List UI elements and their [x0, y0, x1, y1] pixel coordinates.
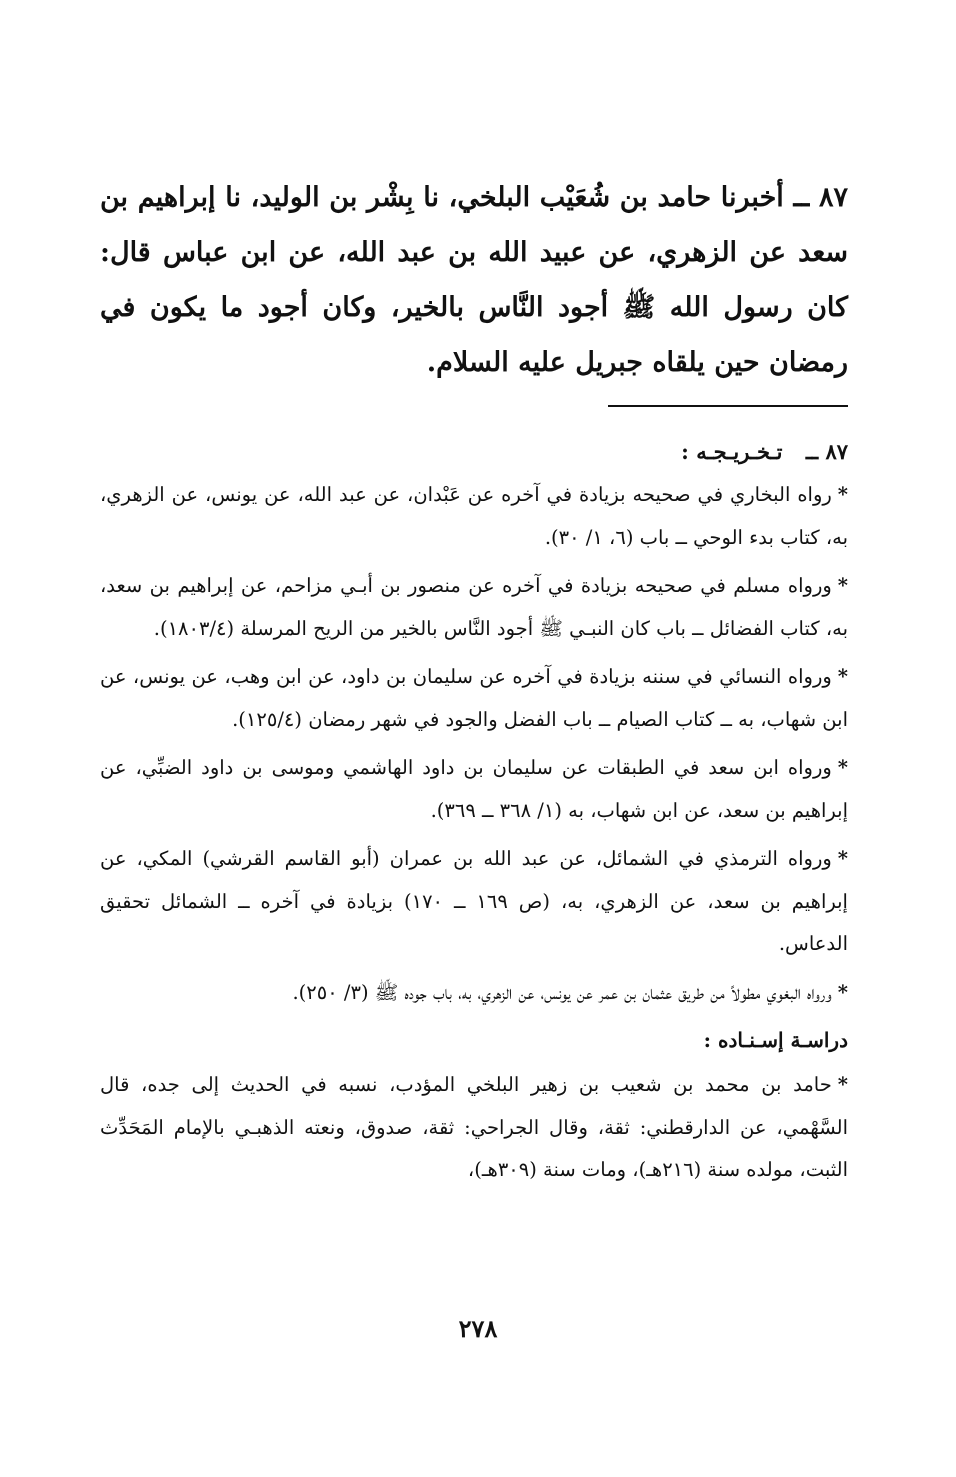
- isnad-study-item: *حامد بن محمد بن شعيب بن زهير البلخي المؤدب، نسبه في الحديث إلى جده، قال السَّهْمي، عن الدارقطني: ثقة، وقال الجراحي: ثقة، صدوق، ونعته الذهبـي بالإمام المَحَدِّث الثبت، مولده سنة (٢١٦هـ)، ومات سنة (٣٠٩هـ)،: [100, 1073, 848, 1181]
- takhrij-number: ٨٧ ــ: [805, 439, 848, 464]
- takhrij-heading: [100, 432, 848, 472]
- takhrij-item: *ورواه مسلم في صحيحه بزيادة في آخره عن منصور بن أبـي مزاحم، عن إبراهيم بن سعد، به، كتاب الفضائل ــ باب كان النبـي ﷺ أجود النَّاس بالخير من الريح المرسلة (١٨٠٣/٤).: [100, 574, 848, 640]
- footnotes: [100, 432, 848, 1198]
- page-number: ٢٧٨: [458, 1314, 498, 1343]
- takhrij-item: *ورواه البغوي مطولاً من طريق عثمان بن عمر عن يونس، عن الزهري، به، باب جوده ﷺ (٣/ ٢٥٠).: [292, 980, 848, 1004]
- takhrij-item: *ورواه النسائي في سننه بزيادة في آخره عن سليمان بن داود، عن ابن وهب، عن يونس، عن ابن شهاب، به ــ كتاب الصيام ــ باب الفضل والجود في شهر رمضان (١٢٥/٤).: [100, 665, 848, 731]
- takhrij-title: تـخـريـجـه :: [681, 439, 783, 464]
- takhrij-item: *رواه البخاري في صحيحه بزيادة في آخره عن عَبْدان، عن عبد الله، عن يونس، عن الزهري، به، كتاب بدء الوحي ــ باب (٦، ١/ ٣٠).: [100, 483, 848, 549]
- main-text: [100, 170, 848, 390]
- footnote-divider: [608, 405, 848, 407]
- isnad-study-heading: دراسـة إسـنـاده :: [703, 1028, 848, 1052]
- takhrij-item: *ورواه الترمذي في الشمائل، عن عبد الله بن عمران (أبو القاسم القرشي) المكي، عن إبراهيم بن سعد، عن الزهري، به، (ص ١٦٩ ــ ١٧٠) بزيادة في آخره ــ الشمائل تحقيق الدعاس.: [100, 847, 848, 955]
- takhrij-item: *ورواه ابن سعد في الطبقات عن سليمان بن داود الهاشمي وموسى بن داود الضبِّي، عن إبراهيم بن سعد، عن ابن شهاب، به (١/ ٣٦٨ ــ ٣٦٩).: [100, 756, 848, 822]
- hadith-text: ٨٧ ــ أخبرنا حامد بن شُعَيْب البلخي، نا بِشْر بن الوليد، نا إبراهيم بن سعد عن الزهري، عن عبيد الله بن عبد الله، عن ابن عباس قال: كان رسول الله ﷺ أجود النَّاس بالخير، وكان أجود ما يكون في رمضان حين يلقاه جبريل عليه السلام.: [100, 182, 848, 378]
